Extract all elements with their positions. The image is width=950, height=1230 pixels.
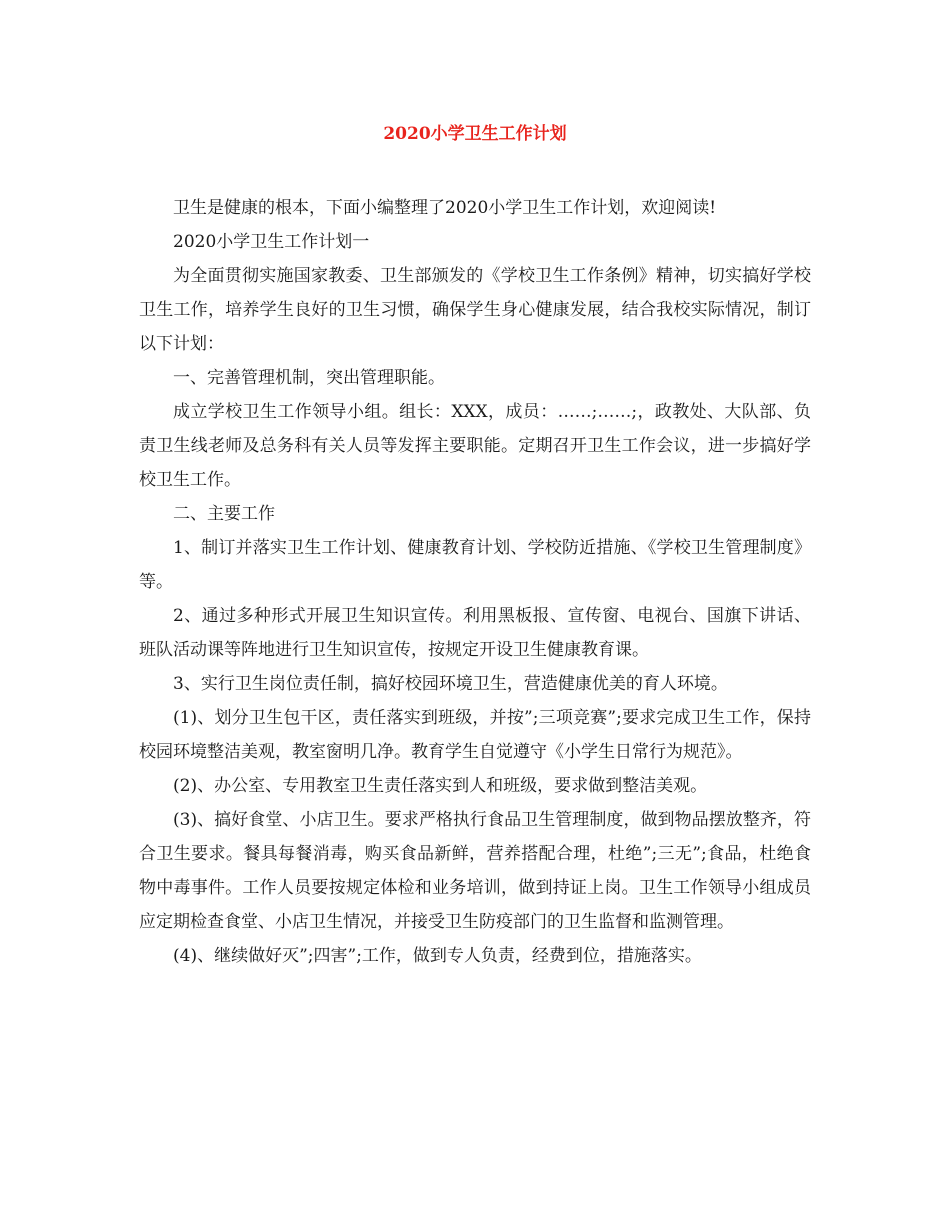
paragraph-item-1: 1、制订并落实卫生工作计划、健康教育计划、学校防近措施、《学校卫生管理制度》等。: [139, 538, 811, 592]
paragraph-subitem-1: (1)、划分卫生包干区，责任落实到班级，并按”;三项竞赛”;要求完成卫生工作，保持校园环境整洁美观，教室窗明几净。教育学生自觉遵守《小学生日常行为规范》。: [139, 708, 811, 762]
paragraph-subitem-3: (3)、搞好食堂、小店卫生。要求严格执行食品卫生管理制度，做到物品摆放整齐，符合卫生要求。餐具每餐消毒，购买食品新鲜，营养搭配合理，杜绝”;三无”;食品，杜绝食物中毒事件。工作人员要按规定体检和业务培训，做到持证上岗。卫生工作领导小组成员应定期检查食堂、小店卫生情况，并接受卫生防疫部门的卫生监督和监测管理。: [139, 810, 811, 932]
document-body: [139, 191, 811, 973]
paragraph-subitem-4: (4)、继续做好灭”;四害”;工作，做到专人负责，经费到位，措施落实。: [173, 946, 702, 966]
paragraph-section-two-heading: 二、主要工作: [173, 504, 275, 524]
paragraph-intro: 卫生是健康的根本，下面小编整理了2020小学卫生工作计划，欢迎阅读!: [173, 198, 717, 218]
paragraph-purpose: 为全面贯彻实施国家教委、卫生部颁发的《学校卫生工作条例》精神，切实搞好学校卫生工作，培养学生良好的卫生习惯，确保学生身心健康发展，结合我校实际情况，制订以下计划：: [139, 266, 811, 354]
paragraph-item-3: 3、实行卫生岗位责任制，搞好校园环境卫生，营造健康优美的育人环境。: [173, 674, 728, 694]
paragraph-item-2: 2、通过多种形式开展卫生知识宣传。利用黑板报、宣传窗、电视台、国旗下讲话、班队活动课等阵地进行卫生知识宣传，按规定开设卫生健康教育课。: [139, 606, 811, 660]
paragraph-leadership-group: 成立学校卫生工作领导小组。组长：XXX，成员：……;……;，政教处、大队部、负责卫生线老师及总务科有关人员等发挥主要职能。定期召开卫生工作会议，进一步搞好学校卫生工作。: [139, 402, 811, 490]
paragraph-plan-heading: 2020小学卫生工作计划一: [173, 232, 370, 252]
paragraph-subitem-2: (2)、办公室、专用教室卫生责任落实到人和班级，要求做到整洁美观。: [173, 776, 708, 796]
document-title: 2020小学卫生工作计划: [383, 124, 567, 144]
paragraph-section-one-heading: 一、完善管理机制，突出管理职能。: [173, 368, 445, 388]
